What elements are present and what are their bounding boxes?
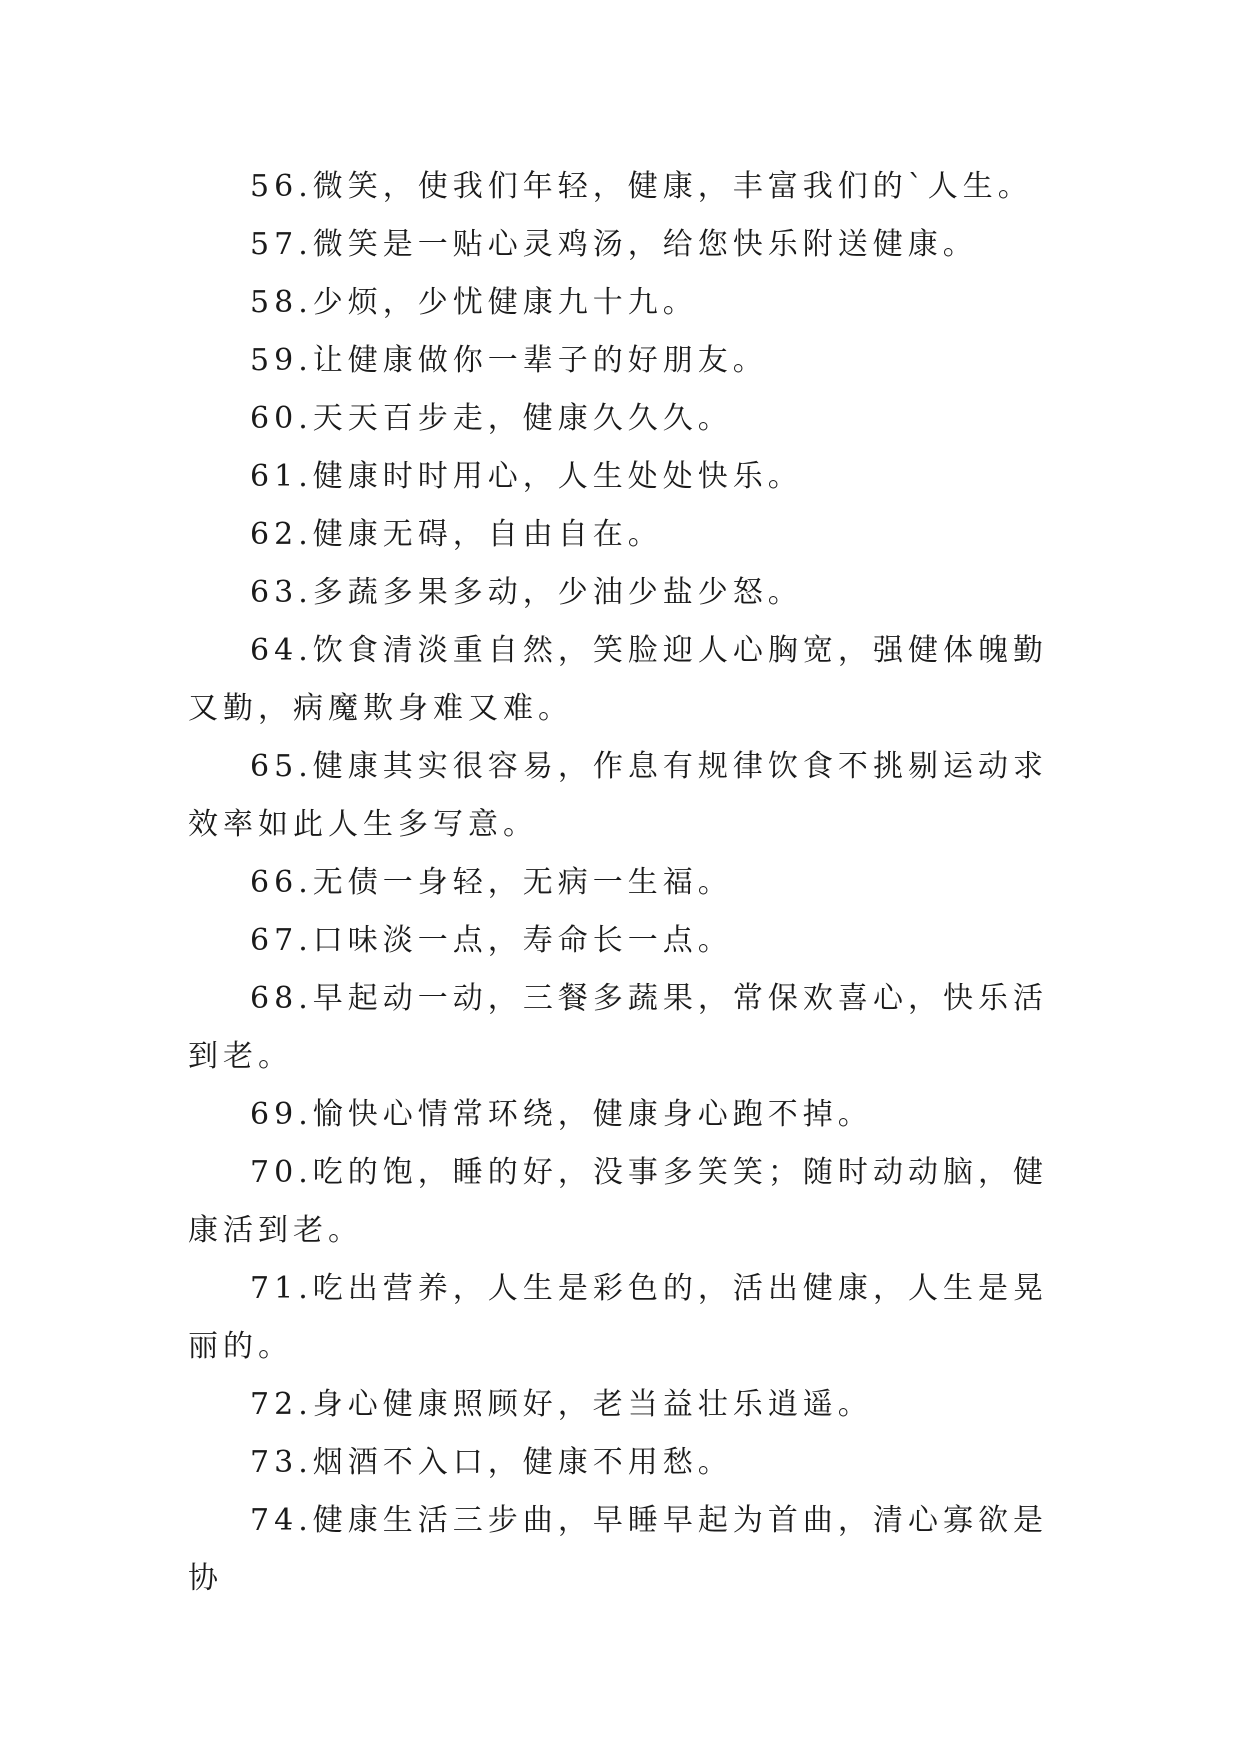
item-number: 67 — [250, 923, 299, 958]
list-item: 65.健康其实很容易，作息有规律饮食不挑剔运动求效率如此人生多写意。 — [188, 749, 1048, 842]
item-number: 61 — [250, 459, 299, 494]
item-text: 吃出营养，人生是彩色的，活出健康，人生是晃丽的。 — [188, 1271, 1048, 1364]
list-item: 64.饮食清淡重自然，笑脸迎人心胸宽，强健体魄勤又勤，病魔欺身难又难。 — [188, 633, 1048, 726]
item-text: 多蔬多果多动，少油少盐少怒。 — [312, 575, 803, 610]
item-text: 愉快心情常环绕，健康身心跑不掉。 — [312, 1097, 873, 1132]
list-item: 60.天天百步走，健康久久久。 — [250, 401, 733, 436]
list-item: 62.健康无碍，自由自在。 — [250, 517, 663, 552]
item-number: 73 — [250, 1445, 299, 1480]
list-item: 58.少烦，少忧健康九十九。 — [250, 285, 698, 320]
list-item: 72.身心健康照顾好，老当益壮乐逍遥。 — [250, 1387, 873, 1422]
item-number: 63 — [250, 575, 299, 610]
item-number: 69 — [250, 1097, 299, 1132]
item-number: 56 — [250, 169, 299, 204]
list-item: 69.愉快心情常环绕，健康身心跑不掉。 — [250, 1097, 873, 1132]
item-text: 饮食清淡重自然，笑脸迎人心胸宽，强健体魄勤又勤，病魔欺身难又难。 — [188, 633, 1048, 726]
list-item: 56.微笑，使我们年轻，健康，丰富我们的`人生。 — [250, 169, 1033, 204]
item-text: 让健康做你一辈子的好朋友。 — [312, 343, 768, 378]
item-text: 烟酒不入口，健康不用愁。 — [312, 1445, 733, 1480]
list-item: 68.早起动一动，三餐多蔬果，常保欢喜心，快乐活到老。 — [188, 981, 1048, 1074]
item-text: 口味淡一点，寿命长一点。 — [312, 923, 733, 958]
list-item: 70.吃的饱，睡的好，没事多笑笑；随时动动脑，健康活到老。 — [188, 1155, 1048, 1248]
item-text: 身心健康照顾好，老当益壮乐逍遥。 — [312, 1387, 873, 1422]
item-text: 无债一身轻，无病一生福。 — [312, 865, 733, 900]
item-text: 吃的饱，睡的好，没事多笑笑；随时动动脑，健康活到老。 — [188, 1155, 1048, 1248]
list-item: 57.微笑是一贴心灵鸡汤，给您快乐附送健康。 — [250, 227, 978, 262]
list-item: 63.多蔬多果多动，少油少盐少怒。 — [250, 575, 803, 610]
item-text: 微笑是一贴心灵鸡汤，给您快乐附送健康。 — [312, 227, 978, 262]
item-number: 59 — [250, 343, 299, 378]
item-number: 58 — [250, 285, 299, 320]
list-item: 66.无债一身轻，无病一生福。 — [250, 865, 733, 900]
item-number: 70 — [250, 1155, 299, 1190]
item-number: 66 — [250, 865, 299, 900]
item-number: 62 — [250, 517, 299, 552]
list-item: 74.健康生活三步曲，早睡早起为首曲，清心寡欲是协 — [188, 1503, 1048, 1596]
item-number: 74 — [250, 1503, 299, 1538]
item-number: 72 — [250, 1387, 299, 1422]
item-text: 健康生活三步曲，早睡早起为首曲，清心寡欲是协 — [188, 1503, 1048, 1596]
item-number: 64 — [250, 633, 299, 668]
item-text: 健康无碍，自由自在。 — [312, 517, 663, 552]
item-number: 60 — [250, 401, 299, 436]
list-item: 61.健康时时用心，人生处处快乐。 — [250, 459, 803, 494]
item-text: 早起动一动，三餐多蔬果，常保欢喜心，快乐活到老。 — [188, 981, 1048, 1074]
list-item: 59.让健康做你一辈子的好朋友。 — [250, 343, 768, 378]
list-item: 67.口味淡一点，寿命长一点。 — [250, 923, 733, 958]
item-text: 天天百步走，健康久久久。 — [312, 401, 733, 436]
item-number: 68 — [250, 981, 299, 1016]
item-text: 微笑，使我们年轻，健康，丰富我们的`人生。 — [312, 169, 1033, 204]
item-text: 少烦，少忧健康九十九。 — [312, 285, 698, 320]
document-body — [188, 158, 1048, 1608]
item-text: 健康时时用心，人生处处快乐。 — [312, 459, 803, 494]
item-number: 65 — [250, 749, 299, 784]
item-number: 57 — [250, 227, 299, 262]
item-text: 健康其实很容易，作息有规律饮食不挑剔运动求效率如此人生多写意。 — [188, 749, 1048, 842]
list-item: 71.吃出营养，人生是彩色的，活出健康，人生是晃丽的。 — [188, 1271, 1048, 1364]
list-item: 73.烟酒不入口，健康不用愁。 — [250, 1445, 733, 1480]
item-number: 71 — [250, 1271, 299, 1306]
